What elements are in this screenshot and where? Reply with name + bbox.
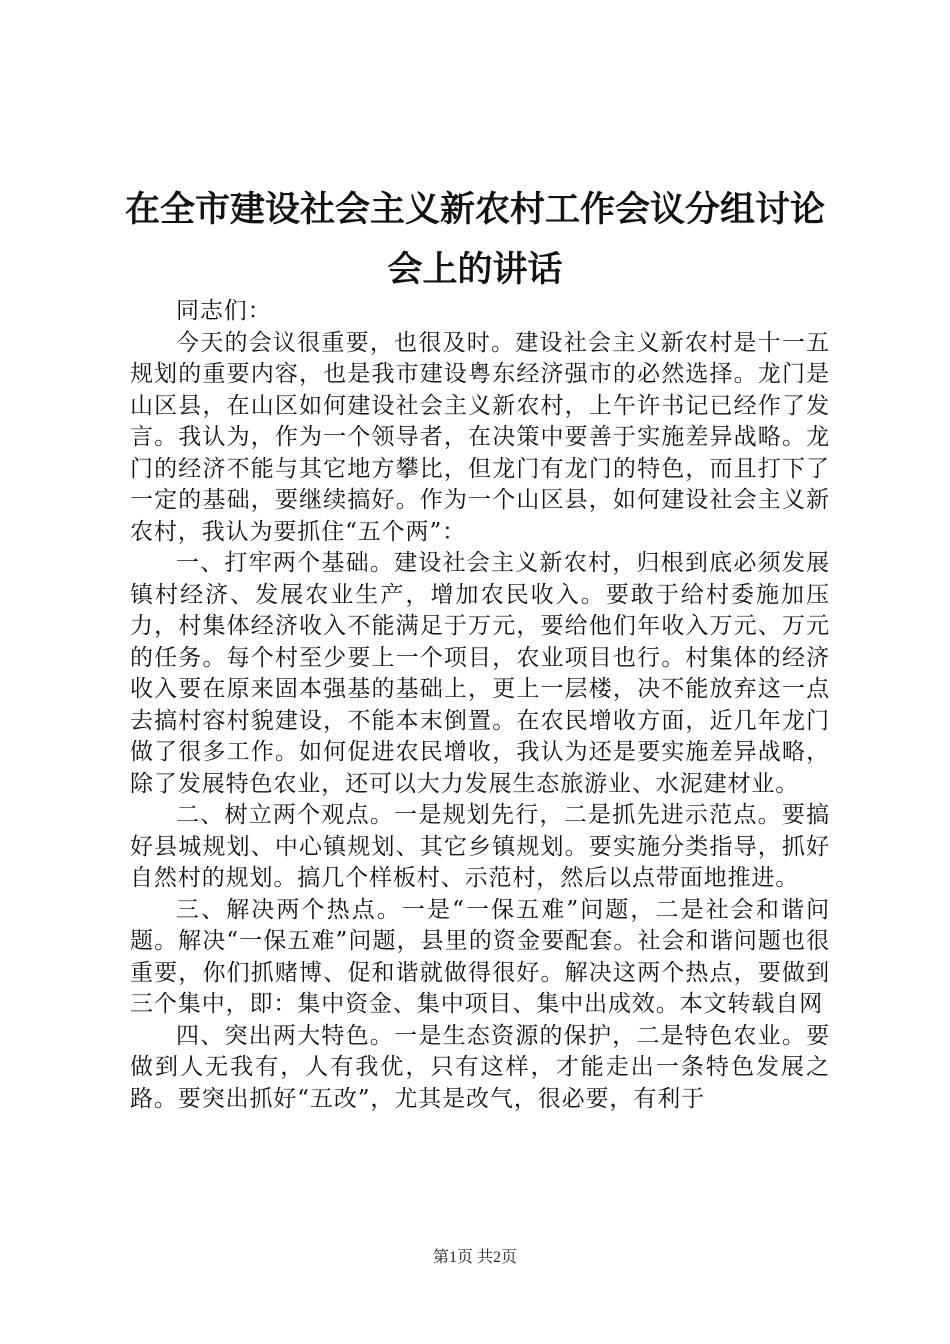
intro-paragraph: 今天的会议很重要，也很及时。建设社会主义新农村是十一五规划的重要内容，也是我市建设粤东经济强市的必然选择。龙门是山区县，在山区如何建设社会主义新农村，上午许书记已经作了发言。我认为，作为一个领导者，在决策中要善于实施差异战略。龙门的经济不能与其它地方攀比，但龙门有龙门的特色，而且打下了一定的基础，要继续搞好。作为一个山区县，如何建设社会主义新农村，我认为要抓住“五个两”： — [130, 329, 830, 545]
page-number-footer: 第1页 共2页 — [432, 1249, 517, 1266]
point-four-paragraph: 四、突出两大特色。一是生态资源的保护，二是特色农业。要做到人无我有，人有我优，只有这样，才能走出一条特色发展之路。要突出抓好“五改”，尤其是改气，很必要，有利于 — [130, 1022, 830, 1112]
document-body — [130, 296, 830, 1115]
document-title-line-1: 在全市建设社会主义新农村工作会议分组讨论 — [124, 190, 825, 230]
salutation-paragraph: 同志们： — [176, 298, 272, 324]
point-three-paragraph: 三、解决两个热点。一是“一保五难”问题，二是社会和谐问题。解决“一保五难”问题，县里的资金要配套。社会和谐问题也很重要，你们抓赌博、促和谐就做得很好。解决这两个热点，要做到三个集中，即：集中资金、集中项目、集中出成效。本文转载自网 — [130, 896, 830, 1017]
point-one-paragraph: 一、打牢两个基础。建设社会主义新农村，归根到底必须发展镇村经济、发展农业生产，增加农民收入。要敢于给村委施加压力，村集体经济收入不能满足于万元，要给他们年收入万元、万元的任务。每个村至少要上一个项目，农业项目也行。村集体的经济收入要在原来固本强基的基础上，更上一层楼，决不能放弃这一点去搞村容村貌建设，不能本末倒置。在农民增收方面，近几年龙门做了很多工作。如何促进农民增收，我认为还是要实施差异战略，除了发展特色农业，还可以大力发展生态旅游业、水泥建材业。 — [130, 550, 830, 797]
point-two-paragraph: 二、树立两个观点。一是规划先行，二是抓先进示范点。要搞好县城规划、中心镇规划、其它乡镇规划。要实施分类指导，抓好自然村的规划。搞几个样板村、示范村，然后以点带面地推进。 — [130, 802, 830, 891]
document-title-line-2: 会上的讲话 — [387, 250, 563, 290]
